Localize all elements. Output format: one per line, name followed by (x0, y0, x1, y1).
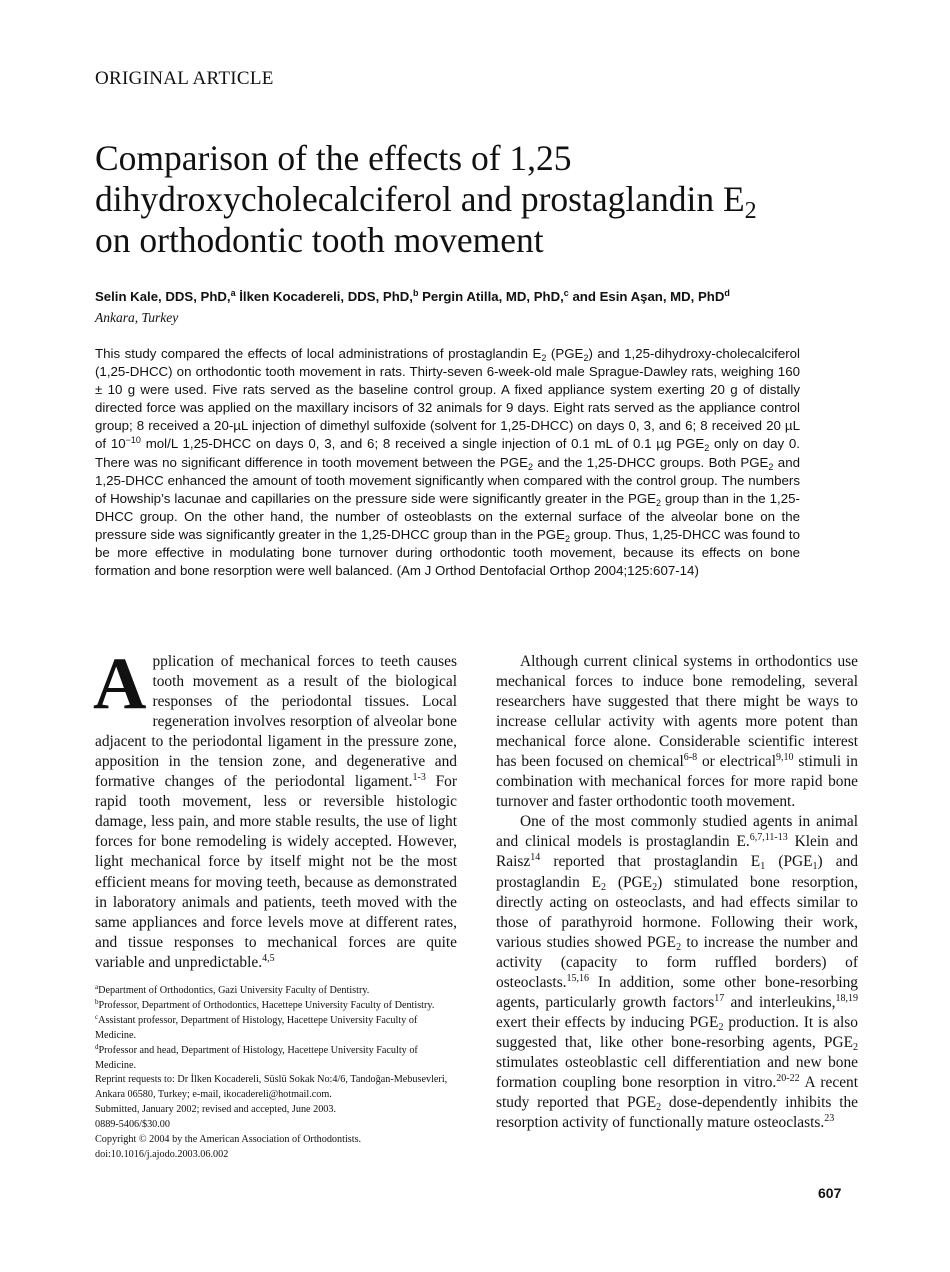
intro-paragraph (93, 643, 457, 973)
footnote-text: Department of Orthodontics, Gazi University Faculty of Dentistry. (98, 985, 370, 996)
abstract-text: group than in the 1,25-DHCC group. On the other hand, the number of osteoblasts on the external surface of the alveolar bone on the pressure side was significantly greater in the 1,25-DHCC group than in the PGE (95, 490, 800, 542)
body-text: or electrical (697, 753, 777, 771)
subscript: 2 (601, 881, 607, 893)
abstract (95, 345, 800, 580)
footnote-mark: a (95, 983, 99, 991)
drop-cap: A (93, 643, 147, 725)
citation-ref: 6,7,11-13 (749, 832, 788, 844)
abstract-text: and 1,25-DHCC enhanced the amount of tooth movement significantly when compared with the control group. The numbers of Howship’s lacunae and capillaries on the pressure side were significantly greater in the PGE (95, 454, 800, 506)
body-text: stimulates osteoblastic cell differentiation and new bone formation coupling bone resorption in vitro. (496, 1053, 858, 1091)
citation-ref: 18,19 (835, 992, 858, 1004)
body-text: For rapid tooth movement, less or reversible histologic damage, less pain, and more stable results, the use of light forces for bone remodeling is widely accepted. However, light mechanical force by itself might not be the most efficient means for moving teeth, because as demonstrated in laboratory animals and patients, teeth moved with the same appliances and force levels move at different rates, and tissue responses to mechanical forces are quite variable and unpredictable. (95, 773, 457, 971)
body-text: exert their effects by inducing PGE (496, 1013, 719, 1031)
body-paragraph-2 (496, 812, 858, 1133)
submission-dates: Submitted, January 2002; revised and accepted, June 2003. (95, 1104, 337, 1116)
body-text: ) stimulated bone resorption, directly acting on osteoclasts, and had effects similar to those of parathyroid hormone. Following their work, various studies showed PGE (496, 873, 858, 951)
footnote-mark: b (95, 997, 99, 1006)
article-title (95, 138, 865, 261)
abstract-text: group. Thus, 1,25-DHCC was found to be more effective in modulating bone turnover during orthodontic tooth movement, because its effects on bone formation and bone resorption were well balanced. (Am J Orthod Dentofacial Orthop 2004;125:607-14) (95, 526, 800, 579)
body-text: (PGE (606, 873, 653, 891)
subscript: 2 (718, 1021, 724, 1033)
abstract-text: only on day 0. There was no significant difference in tooth movement between the PGE (95, 436, 800, 470)
citation-ref: 9,10 (776, 752, 794, 764)
title-line-1: Comparison of the effects of 1,25 (95, 138, 572, 178)
subscript: 2 (656, 1102, 662, 1114)
abstract-text: This study compared the effects of local administrations of prostaglandin E (95, 346, 542, 361)
body-text: pplication of mechanical forces to teeth causes tooth movement as a result of the biological responses of the periodontal tissues. Local regeneration involves resorption of alveolar bone adjacent to the periodontal ligament in the pressure zone, apposition in the tension zone, and degenerative and formative changes of the periodontal ligament. (95, 653, 457, 791)
abstract-superscript: −10 (125, 435, 141, 446)
body-text: Klein and Raisz (496, 833, 858, 871)
title-line-2 (95, 179, 865, 224)
abstract-subscript: 2 (768, 461, 774, 472)
citation-ref: 6-8 (683, 752, 698, 764)
body-text: (PGE (765, 853, 813, 871)
footnote-d (95, 1044, 457, 1074)
footnote-a (95, 984, 457, 999)
citation-ref: 4,5 (262, 952, 275, 964)
footnotes (95, 984, 457, 1163)
citation-ref: 20-22 (776, 1072, 800, 1084)
reprint-requests: Reprint requests to: Dr İlken Kocadereli, Süslü Sokak No:4/6, Tandoğan-Mebusevleri, Ankara 06580, Turkey; e-mail, ikocadereli@hotmail.com. (95, 1074, 448, 1101)
body-text: reported that prostaglandin E (540, 853, 761, 871)
subscript: 2 (853, 1041, 858, 1053)
abstract-subscript: 2 (583, 353, 589, 363)
subscript: 2 (652, 881, 658, 893)
subscript: 1 (760, 861, 766, 873)
footnote-text: Professor and head, Department of Histology, Hacettepe University Faculty of Medicine. (95, 1044, 418, 1071)
footnote-b (95, 999, 457, 1014)
footnote-text: Assistant professor, Department of Histology, Hacettepe University Faculty of Medicine. (95, 1014, 418, 1041)
author-location: Ankara, Turkey (95, 310, 179, 325)
body-text: production. It is also suggested that, like other bone-resorbing agents, PGE (496, 1013, 858, 1051)
abstract-text: and the 1,25-DHCC groups. Both PGE (533, 454, 769, 470)
body-text: stimuli in combination with mechanical forces for more rapid bone turnover and faster orthodontic tooth movement. (496, 753, 858, 811)
footnote-mark: c (95, 1012, 99, 1021)
body-text: and interleukins, (724, 993, 836, 1011)
author-3-affiliation-mark: c (563, 288, 569, 298)
body-text: dose-dependently inhibits the resorption activity of functionally mature osteoclasts. (496, 1094, 858, 1132)
subscript: 1 (812, 861, 818, 873)
body-paragraph-1 (496, 652, 858, 812)
body-text: A recent study reported that PGE (496, 1073, 858, 1112)
doi: doi:10.1016/j.ajodo.2003.06.002 (95, 1148, 229, 1160)
body-text: One of the most commonly studied agents in animal and clinical models is prostaglandin E. (496, 813, 858, 851)
author-3: Pergin Atilla, MD, PhD, (418, 289, 564, 304)
citation-ref: 1-3 (412, 772, 426, 784)
author-1-affiliation-mark: a (230, 288, 236, 298)
author-2: İlken Kocadereli, DDS, PhD, (235, 289, 413, 304)
body-text: to increase the number and activity (capacity to form ruffled borders) of osteoclasts. (496, 933, 858, 991)
section-label: ORIGINAL ARTICLE (95, 68, 274, 89)
abstract-subscript: 2 (704, 443, 710, 454)
citation-ref: 14 (530, 852, 541, 864)
copyright: Copyright © 2004 by the American Association of Orthodontists. (95, 1134, 362, 1146)
abstract-subscript: 2 (565, 533, 571, 544)
footnote-text: Professor, Department of Orthodontics, Hacettepe University Faculty of Dentistry. (98, 999, 435, 1011)
abstract-subscript: 2 (541, 353, 547, 363)
author-1: Selin Kale, DDS, PhD, (95, 289, 231, 304)
subscript: 2 (676, 941, 682, 953)
body-column-right (496, 652, 858, 1133)
issn-price: 0889-5406/$30.00 (95, 1119, 170, 1131)
abstract-text: ) and 1,25-dihydroxy-cholecalciferol (1,25-DHCC) on orthodontic tooth movement in rats. Thirty-seven 6-week-old male Sprague-Dawley rats, weighing 160 ± 10 g were used. Five rats served as the baseline control group. A fixed appliance system exerting 20 g of distally directed force was applied on the maxillary incisors of 32 animals for 9 days. Eight rats served as the appliance control group; 8 received a 20-µL injection of dimethyl sulfoxide (solvent for 1,25-DHCC) on days 0, 3, and 6; 8 received 20 µL of 10 (95, 346, 801, 452)
body-column-left (93, 643, 457, 973)
citation-ref: 17 (714, 992, 725, 1004)
footnote-c (95, 1014, 457, 1044)
abstract-text: mol/L 1,25-DHCC on days 0, 3, and 6; 8 received a single injection of 0.1 mL of 0.1 µg PGE (140, 436, 705, 452)
body-text: Although current clinical systems in orthodontics use mechanical forces to induce bone remodeling, several researchers have suggested that there might be ways to increase cellular activity with agents more potent than mechanical force alone. Considerable scientific interest has been focused on chemical (496, 653, 858, 771)
title-subscript: 2 (744, 198, 757, 224)
abstract-subscript: 2 (656, 497, 662, 508)
footnote-mark: d (95, 1042, 99, 1051)
title-line-2-text: dihydroxycholecalciferol and prostaglandin E (95, 179, 745, 219)
title-line-3: on orthodontic tooth movement (95, 220, 544, 260)
author-2-affiliation-mark: b (412, 288, 419, 298)
citation-ref: 15,16 (566, 972, 590, 984)
author-4: and Esin Aşan, MD, PhD (568, 289, 725, 304)
abstract-text: (PGE (546, 346, 584, 361)
citation-ref: 23 (824, 1113, 835, 1125)
author-4-affiliation-mark: d (724, 288, 730, 298)
author-list (95, 289, 875, 304)
page-number: 607 (818, 1185, 842, 1201)
body-text: In addition, some other bone-resorbing agents, particularly growth factors (496, 973, 858, 1011)
abstract-subscript: 2 (528, 461, 534, 472)
body-text: ) and prostaglandin E (496, 853, 858, 891)
